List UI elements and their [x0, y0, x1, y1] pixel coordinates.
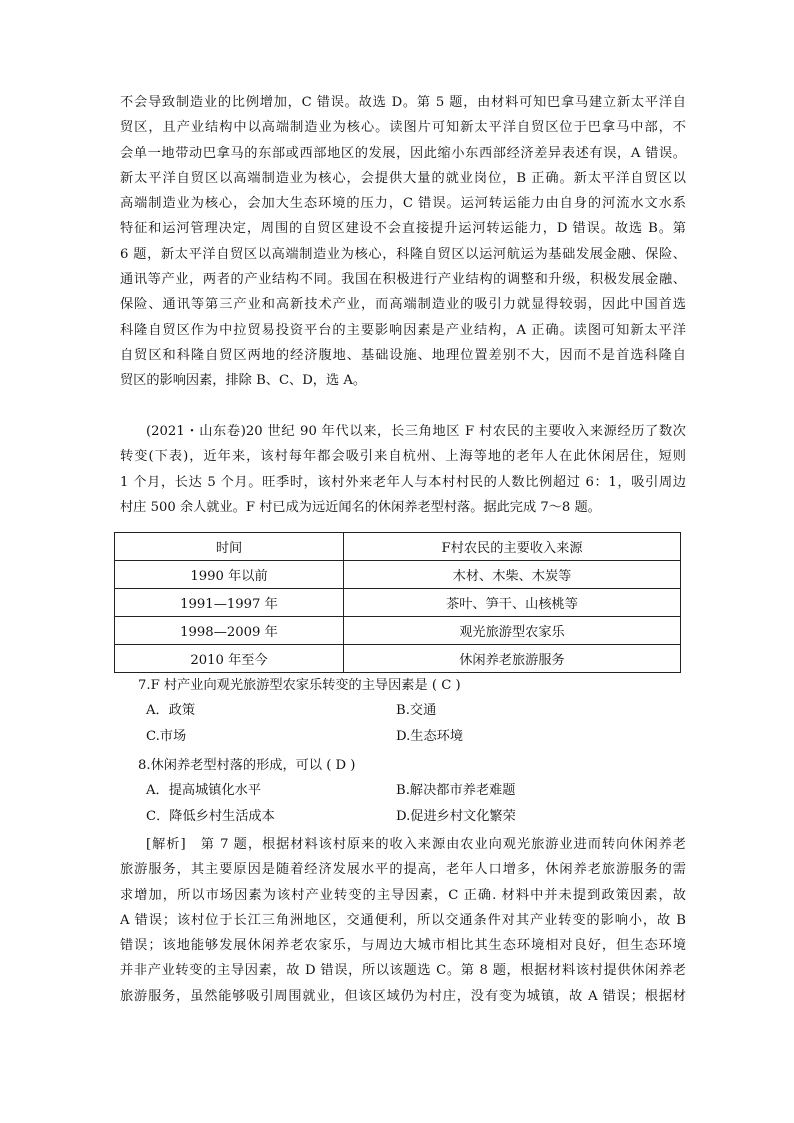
option-a: A．政策 [146, 703, 196, 719]
text-line: 会单一地带动巴拿马的东部或西部地区的发展，因此缩小东西部经济差异表述有误，A 错误。 [120, 145, 686, 161]
table-cell: 观光旅游型农家乐 [344, 617, 681, 645]
option-row [138, 804, 698, 829]
option-row [138, 778, 698, 803]
text-line: 1 个月，长达 5 个月。旺季时，该村外来老年人与本村村民的人数比例超过 6：1，吸引周边 [120, 474, 686, 490]
table-cell: 2010 年至今 [115, 645, 344, 673]
income-source-table [114, 532, 681, 673]
table-header-cell: F村农民的主要收入来源 [344, 533, 681, 561]
text-line: 特征和运河管理决定，周围的自贸区建设不会直接提升运河转运能力，D 错误。故选 B。第 [120, 221, 686, 237]
text-line: A 错误；该村位于长江三角洲地区，交通便利，所以交通条件对其产业转变的影响小，故 B [120, 912, 686, 928]
question-stem: 7.F 村产业向观光旅游型农家乐转变的主导因素是 ( C ) [138, 678, 461, 693]
text-line: 自贸区和科隆自贸区两地的经济腹地、基础设施、地理位置差别不大，因而不是首选科隆自 [120, 347, 686, 363]
table-row [115, 617, 681, 645]
table-header-row [115, 533, 681, 561]
table-cell: 茶叶、笋干、山核桃等 [344, 589, 681, 617]
table-header-cell: 时间 [115, 533, 344, 561]
table-cell: 1990 年以前 [115, 561, 344, 589]
table-row [115, 589, 681, 617]
text-line: 村庄 500 余人就业。F 村已成为远近闻名的休闲养老型村落。据此完成 7～8 题。 [120, 499, 601, 515]
table-cell: 1998—2009 年 [115, 617, 344, 645]
text-line: 贸区，且产业结构中以高端制造业为核心。读图片可知新太平洋自贸区位于巴拿马中部，不 [120, 120, 686, 136]
option-c: C.市场 [146, 728, 187, 744]
option-row [138, 698, 698, 723]
text-line: 科隆自贸区作为中拉贸易投资平台的主要影响因素是产业结构，A 正确。读图可知新太平洋 [120, 322, 686, 338]
text-line: 新太平洋自贸区以高端制造业为核心，会提供大量的就业岗位，B 正确。新太平洋自贸区以 [120, 170, 686, 186]
table-cell: 木材、木柴、木炭等 [344, 561, 681, 589]
text-line: 求增加，所以市场因素为该村产业转变的主导因素，C 正确. 材料中并未提到政策因素，故 [120, 887, 686, 903]
text-line: 高端制造业为核心，会加大生态环境的压力，C 错误。运河转运能力由自身的河流水文水系 [120, 196, 686, 212]
option-row [138, 724, 698, 749]
text-line: 通讯等产业，两者的产业结构不同。我国在积极进行产业结构的调整和升级，积极发展金融、 [120, 272, 686, 288]
option-d: D.生态环境 [396, 728, 464, 744]
analysis-paragraph-q5-q6 [120, 90, 686, 394]
table-cell: 休闲养老旅游服务 [344, 645, 681, 673]
table-row [115, 561, 681, 589]
text-line: (2021・山东卷)20 世纪 90 年代以来，长三角地区 F 村农民的主要收入来源经历了数次 [146, 424, 686, 439]
option-b: B.解决都市养老难题 [396, 783, 516, 799]
table-row [115, 645, 681, 673]
text-line: 错误；该地能够发展休闲养老农家乐，与周边大城市相比其生态环境相对良好，但生态环境 [120, 938, 686, 954]
question-stem: 8.休闲养老型村落的形成，可以 ( D ) [138, 758, 356, 773]
option-c: C．降低乡村生活成本 [146, 808, 275, 824]
table-cell: 1991—1997 年 [115, 589, 344, 617]
text-line: 旅游服务，虽然能够吸引周围就业，但该区域仍为村庄，没有变为城镇，故 A 错误；根据材 [120, 988, 686, 1004]
question-8 [138, 753, 698, 829]
material-paragraph [120, 419, 686, 520]
option-a: A．提高城镇化水平 [146, 783, 262, 799]
analysis-paragraph-q7-q8 [120, 832, 686, 1009]
text-line: 6 题，新太平洋自贸区以高端制造业为核心，科隆自贸区以运河航运为基础发展金融、保险、 [120, 246, 686, 262]
text-line: 并非产业转变的主导因素，故 D 错误，所以该题选 C。第 8 题，根据材料该村提供休闲养老 [120, 963, 686, 979]
text-line: 转变(下表)，近年来，该村每年都会吸引来自杭州、上海等地的老年人在此休闲居住，短则 [120, 449, 686, 465]
option-b: B.交通 [396, 703, 437, 719]
text-line: 旅游服务，其主要原因是随着经济发展水平的提高，老年人口增多，休闲养老旅游服务的需 [120, 862, 686, 878]
text-line: 不会导致制造业的比例增加，C 错误。故选 D。第 5 题，由材料可知巴拿马建立新太平洋自 [120, 95, 686, 110]
question-7 [138, 673, 698, 749]
text-line: 贸区的影响因素，排除 B、C、D，选 A。 [120, 373, 367, 389]
text-line: [解析] 第 7 题，根据材料该村原来的收入来源由农业向观光旅游业进而转向休闲养老 [146, 837, 686, 852]
option-d: D.促进乡村文化繁荣 [396, 808, 516, 824]
text-line: 保险、通讯等第三产业和高新技术产业，而高端制造业的吸引力就显得较弱，因此中国首选 [120, 297, 686, 313]
